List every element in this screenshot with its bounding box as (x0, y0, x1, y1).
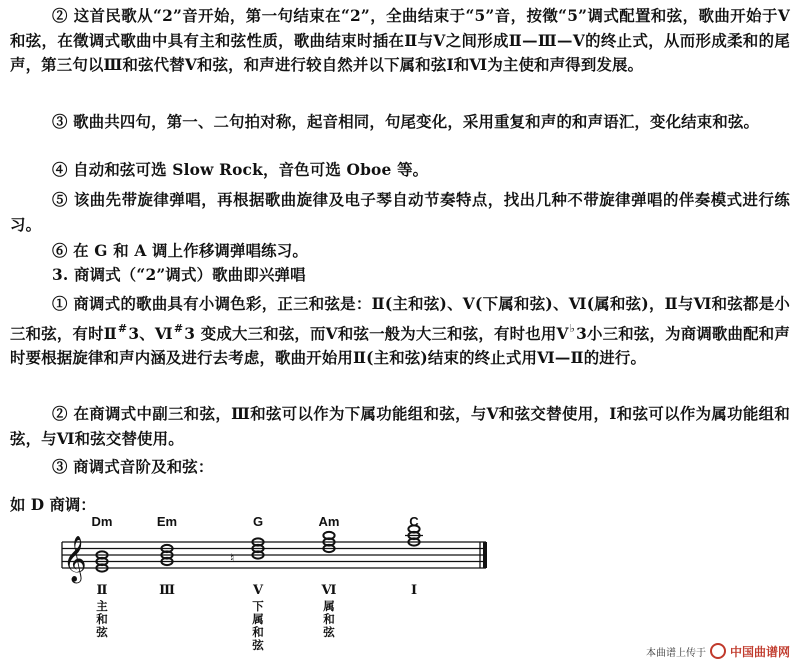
chord-function: 主和弦 (96, 599, 108, 639)
roman-numeral: Ⅴ (252, 583, 264, 598)
chord-name: Dm (91, 514, 113, 529)
shang-1-text-b: 3、Ⅵ (128, 324, 173, 343)
paragraph-4: ④ 自动和弦可选 Slow Rock，音色可选 Oboe 等。 (52, 161, 429, 179)
staff-notation (40, 522, 500, 584)
watermark (646, 643, 790, 660)
chord-function: 下属和弦 (252, 599, 264, 652)
flat-sign: ♭ (569, 321, 576, 335)
watermark-text: 本曲谱上传于 (645, 648, 706, 659)
brand-logo-icon (710, 643, 726, 659)
chord-name: G (252, 514, 264, 529)
roman-numeral: Ⅱ (96, 583, 108, 598)
example-label: 如 D 商调： (10, 496, 96, 514)
natural-sign: ♮ (230, 551, 235, 565)
section-heading: 3. 商调式（“2”调式）歌曲即兴弹唱 (52, 266, 306, 284)
paragraph-5: ⑤ 该曲先带旋律弹唱，再根据歌曲旋律及电子琴自动节奏特点，找出几种不带旋律弹唱的伴奏模式进行练习。 (10, 191, 790, 234)
sharp-sign: # (173, 321, 184, 335)
chord-function: 属和弦 (323, 599, 335, 639)
chord-name: C (409, 514, 419, 529)
shang-1-text-d: 3小三和弦，为商调歌曲配和声时要根据旋律和声内涵及进行去考虑，歌曲开始用Ⅱ(主和弦)结束的终止式用Ⅵ—Ⅱ的进行。 (10, 324, 790, 367)
watermark-brand: 中国曲谱网 (729, 645, 790, 659)
paragraph-shang-2: ② 在商调式中副三和弦，Ⅲ和弦可以作为下属功能组和弦，与Ⅴ和弦交替使用，Ⅰ和弦可以作为属功能组和弦，与Ⅵ和弦交替使用。 (10, 405, 790, 448)
paragraph-3: ③ 歌曲共四句，第一、二句拍对称，起音相同，句尾变化，采用重复和声的和声语汇，变化结束和弦。 (52, 113, 760, 131)
chord-name: Em (156, 514, 178, 529)
shang-1-text-c: 3 变成大三和弦，而Ⅴ和弦一般为大三和弦，有时也用Ⅴ (184, 324, 569, 343)
paragraph-2: ② 这首民歌从“2”音开始，第一句结束在“2”，全曲结束于“5”音，按徵“5”调式配置和弦，歌曲开始于Ⅴ和弦，在徵调式歌曲中具有主和弦性质，歌曲结束时插在Ⅱ与Ⅴ之间形成Ⅱ—Ⅲ—Ⅴ的终止式，从而形成柔和的尾声，第三句以Ⅲ和弦代替Ⅴ和弦，和声进行较自然并以下属和弦Ⅰ和Ⅵ为主使和声得到发展。 (10, 7, 790, 74)
roman-numeral: Ⅲ (159, 583, 175, 598)
treble-clef-icon: 𝄞 (63, 536, 87, 582)
chord-name: Am (318, 514, 340, 529)
paragraph-shang-3: ③ 商调式音阶及和弦： (52, 458, 214, 476)
roman-numeral: Ⅵ (321, 583, 337, 598)
paragraph-6: ⑥ 在 G 和 A 调上作移调弹唱练习。 (52, 242, 308, 260)
paragraph-shang-1 (10, 292, 790, 371)
sharp-sign: # (117, 321, 128, 335)
music-example (40, 510, 500, 660)
roman-numeral: Ⅰ (410, 583, 418, 598)
shang-1-text-a: ① 商调式的歌曲具有小调色彩，正三和弦是：Ⅱ(主和弦)、Ⅴ(下属和弦)、Ⅵ(属和弦)，Ⅱ与Ⅵ和弦都是小三和弦，有时Ⅱ (10, 295, 790, 343)
